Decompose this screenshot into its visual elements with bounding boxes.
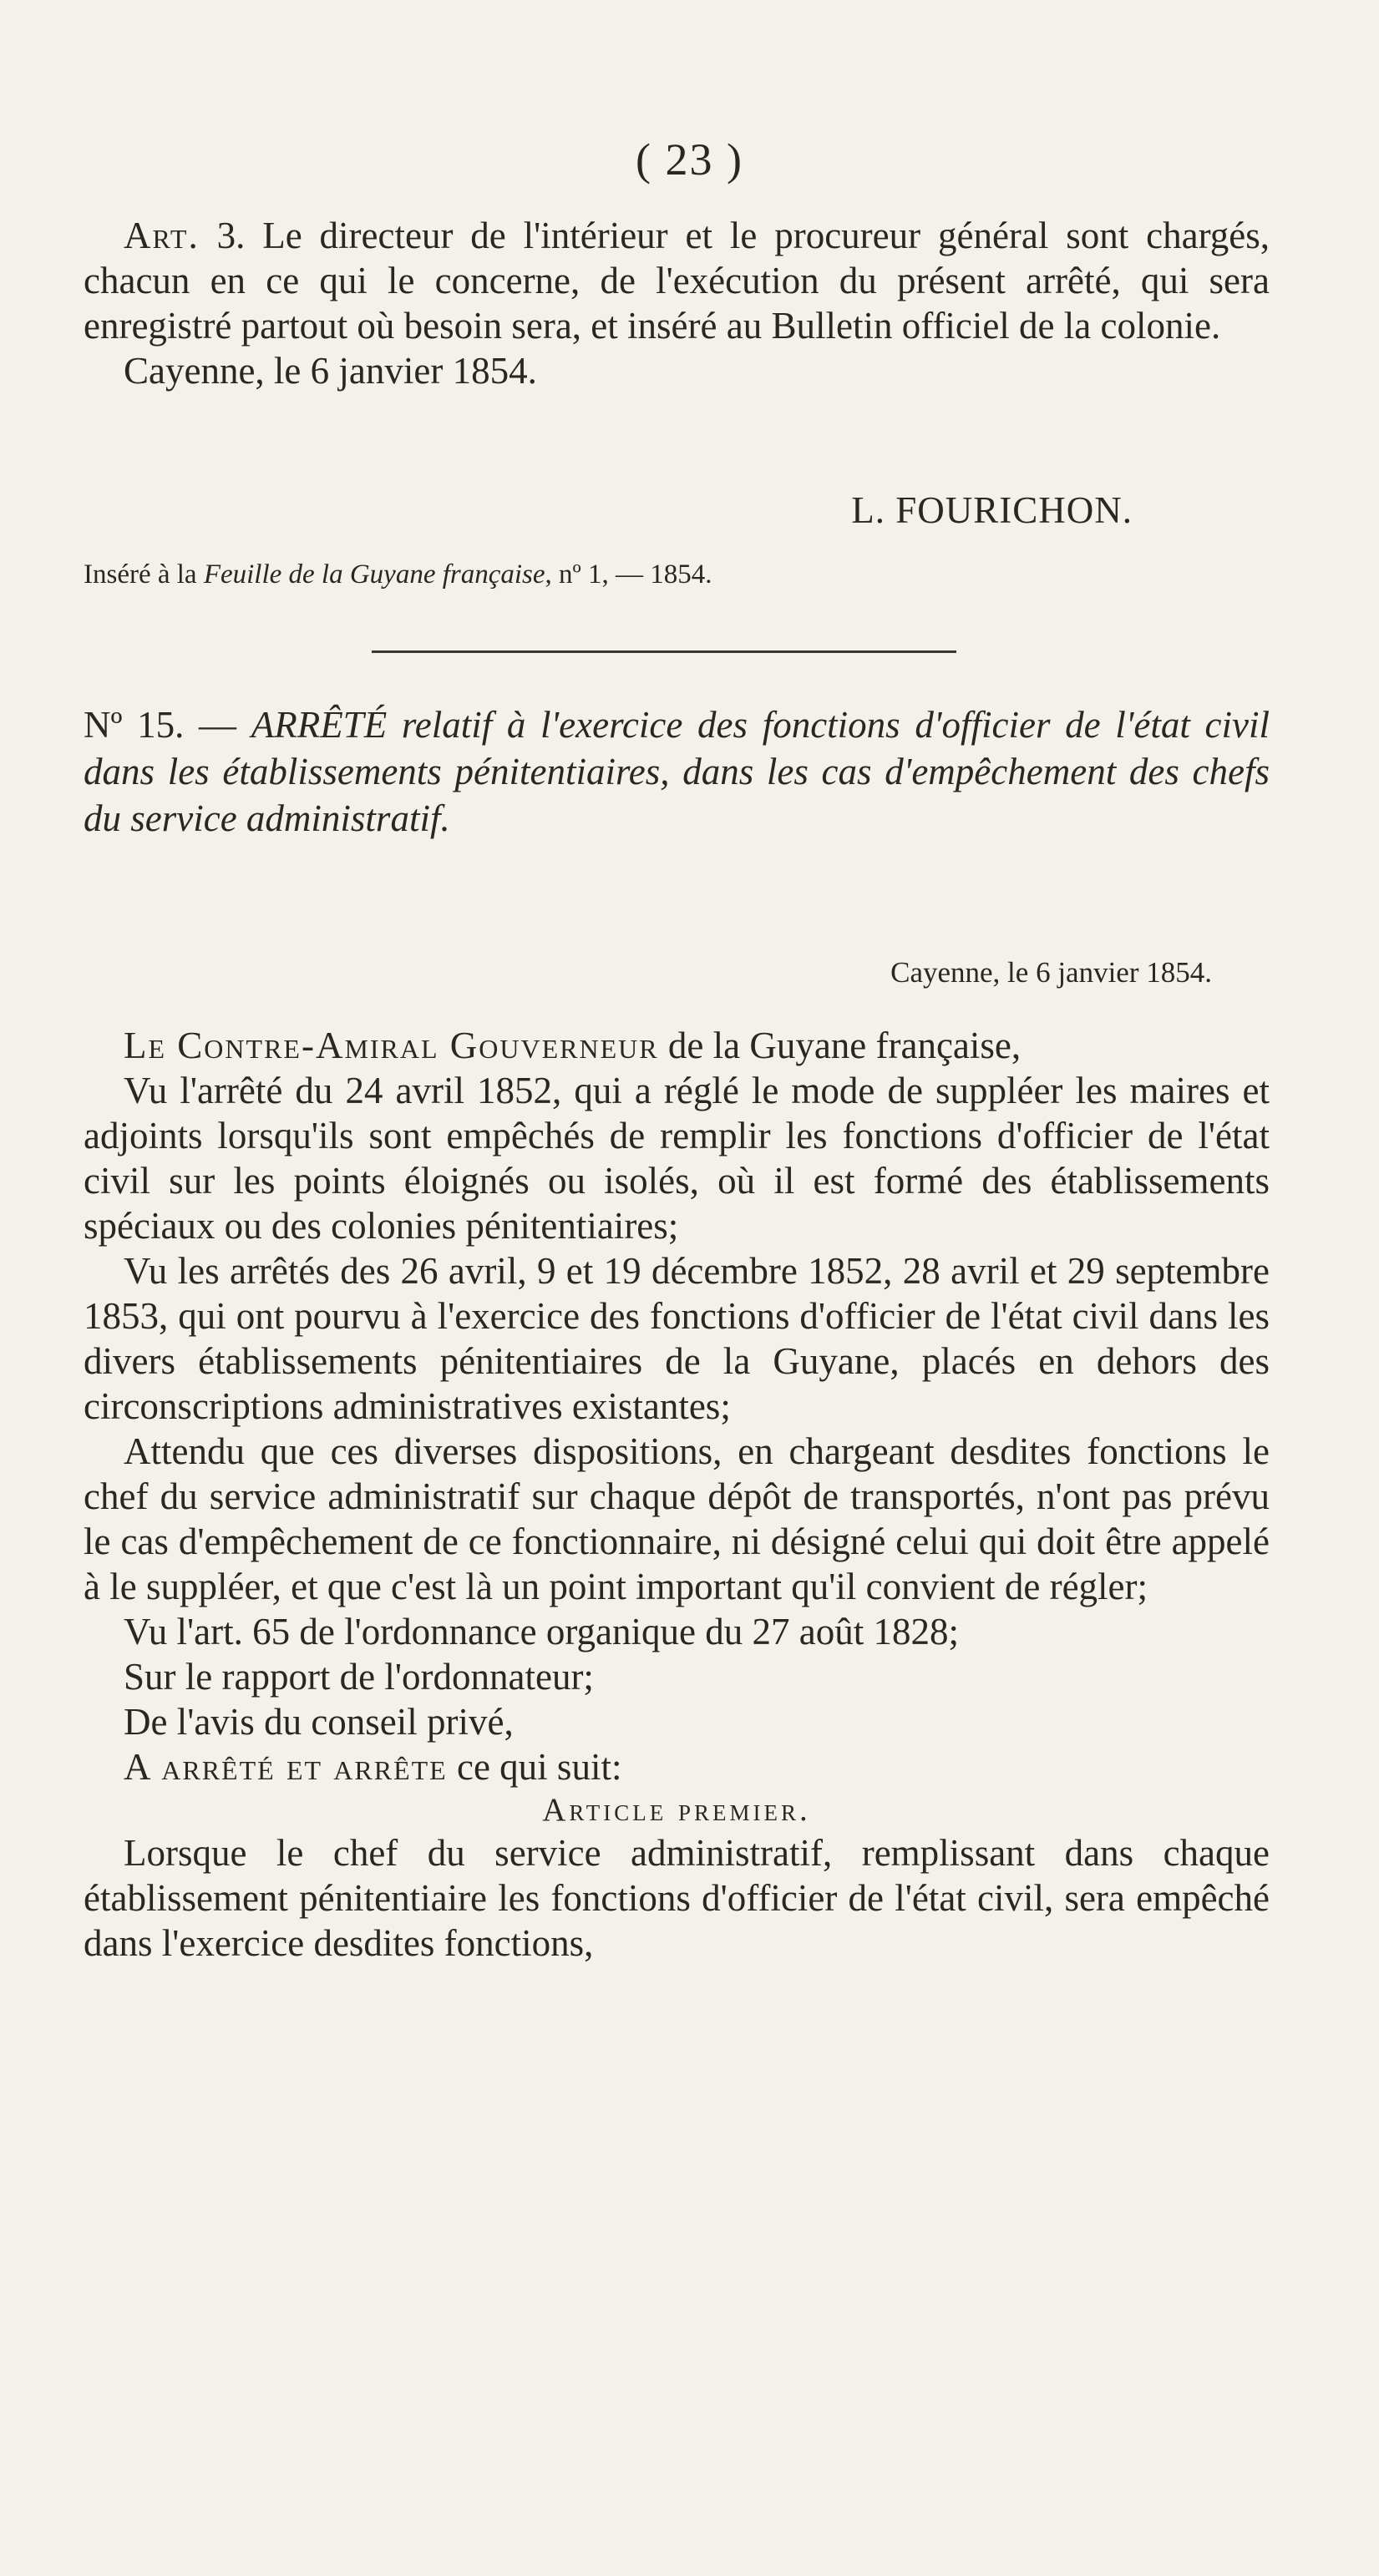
preamble-arrete <box>84 1744 1270 1789</box>
decree-title-text: ARRÊTÉ relatif à l'exercice des fonctions d'officier de l'état civil dans les établissements pénitentiaires, dans les cas d'empêchement des chefs du service administratif. <box>84 704 1270 839</box>
preamble-attendu: Attendu que ces diverses dispositions, en chargeant desdites fonctions le chef du service administratif sur chaque dépôt de transportés, n'ont pas prévu le cas d'empêchement de ce fonctionnaire, ni désigné celui qui doit être appelé à le suppléer, et que c'est là un point important qu'il convient de régler; <box>84 1430 1270 1607</box>
insertion-note <box>84 558 1270 591</box>
insertion-note-prefix: Inséré à la <box>84 559 204 590</box>
article-3-paragraph <box>84 213 1270 348</box>
preamble-vu-2: Vu les arrêtés des 26 avril, 9 et 19 décembre 1852, 28 avril et 29 septembre 1853, qui ont pourvu à l'exercice des fonctions d'officier de l'état civil dans les divers établissements pénitentiaires de la Guyane, placés en dehors des circonscriptions administratives existantes; <box>84 1250 1270 1427</box>
arrete-formula: A arrêté et arrête <box>124 1746 448 1788</box>
place-date: Cayenne, le 6 janvier 1854. <box>124 350 537 392</box>
insertion-note-suffix: , nº 1, — 1854. <box>545 559 712 590</box>
arrete-rest: ce qui suit: <box>447 1746 622 1788</box>
signature: L. FOURICHON. <box>851 489 1133 531</box>
article-premier-text: Lorsque le chef du service administratif, remplissant dans chaque établissement pénitentiaire les fonctions d'officier de l'état civil, sera empêché dans l'exercice desdites fonctions, <box>84 1832 1270 1964</box>
authority-title: Le Contre-Amiral Gouverneur <box>124 1025 659 1066</box>
article-3 <box>84 213 1270 393</box>
decree-dateline: Cayenne, le 6 janvier 1854. <box>890 956 1212 989</box>
decree-number: Nº 15. — <box>84 704 251 746</box>
preamble-avis: De l'avis du conseil privé, <box>124 1701 514 1743</box>
page-number: ( 23 ) <box>636 134 743 185</box>
preamble <box>84 1023 1270 1966</box>
article-3-label: Art. <box>124 215 200 256</box>
article-3-text: 3. Le directeur de l'intérieur et le procureur général sont chargés, chacun en ce qui le concerne, de l'exécution du présent arrêté, qui sera enregistré partout où besoin sera, et inséré au Bulletin officiel de la colonie. <box>84 215 1270 347</box>
insertion-note-publication: Feuille de la Guyane française <box>203 559 545 590</box>
article-premier-heading: Article premier. <box>542 1792 811 1828</box>
decree-title <box>84 701 1270 842</box>
section-divider <box>372 650 956 653</box>
preamble-authority <box>84 1023 1270 1068</box>
authority-rest: de la Guyane française, <box>658 1025 1022 1066</box>
preamble-rapport: Sur le rapport de l'ordonnateur; <box>124 1656 594 1698</box>
preamble-vu-3: Vu l'art. 65 de l'ordonnance organique du 27 août 1828; <box>124 1611 959 1652</box>
preamble-vu-1: Vu l'arrêté du 24 avril 1852, qui a réglé le mode de suppléer les maires et adjoints lorsqu'ils sont empêchés de remplir les fonctions d'officier de l'état civil sur les points éloignés ou isolés, où il est formé des établissements spéciaux ou des colonies pénitentiaires; <box>84 1070 1270 1247</box>
